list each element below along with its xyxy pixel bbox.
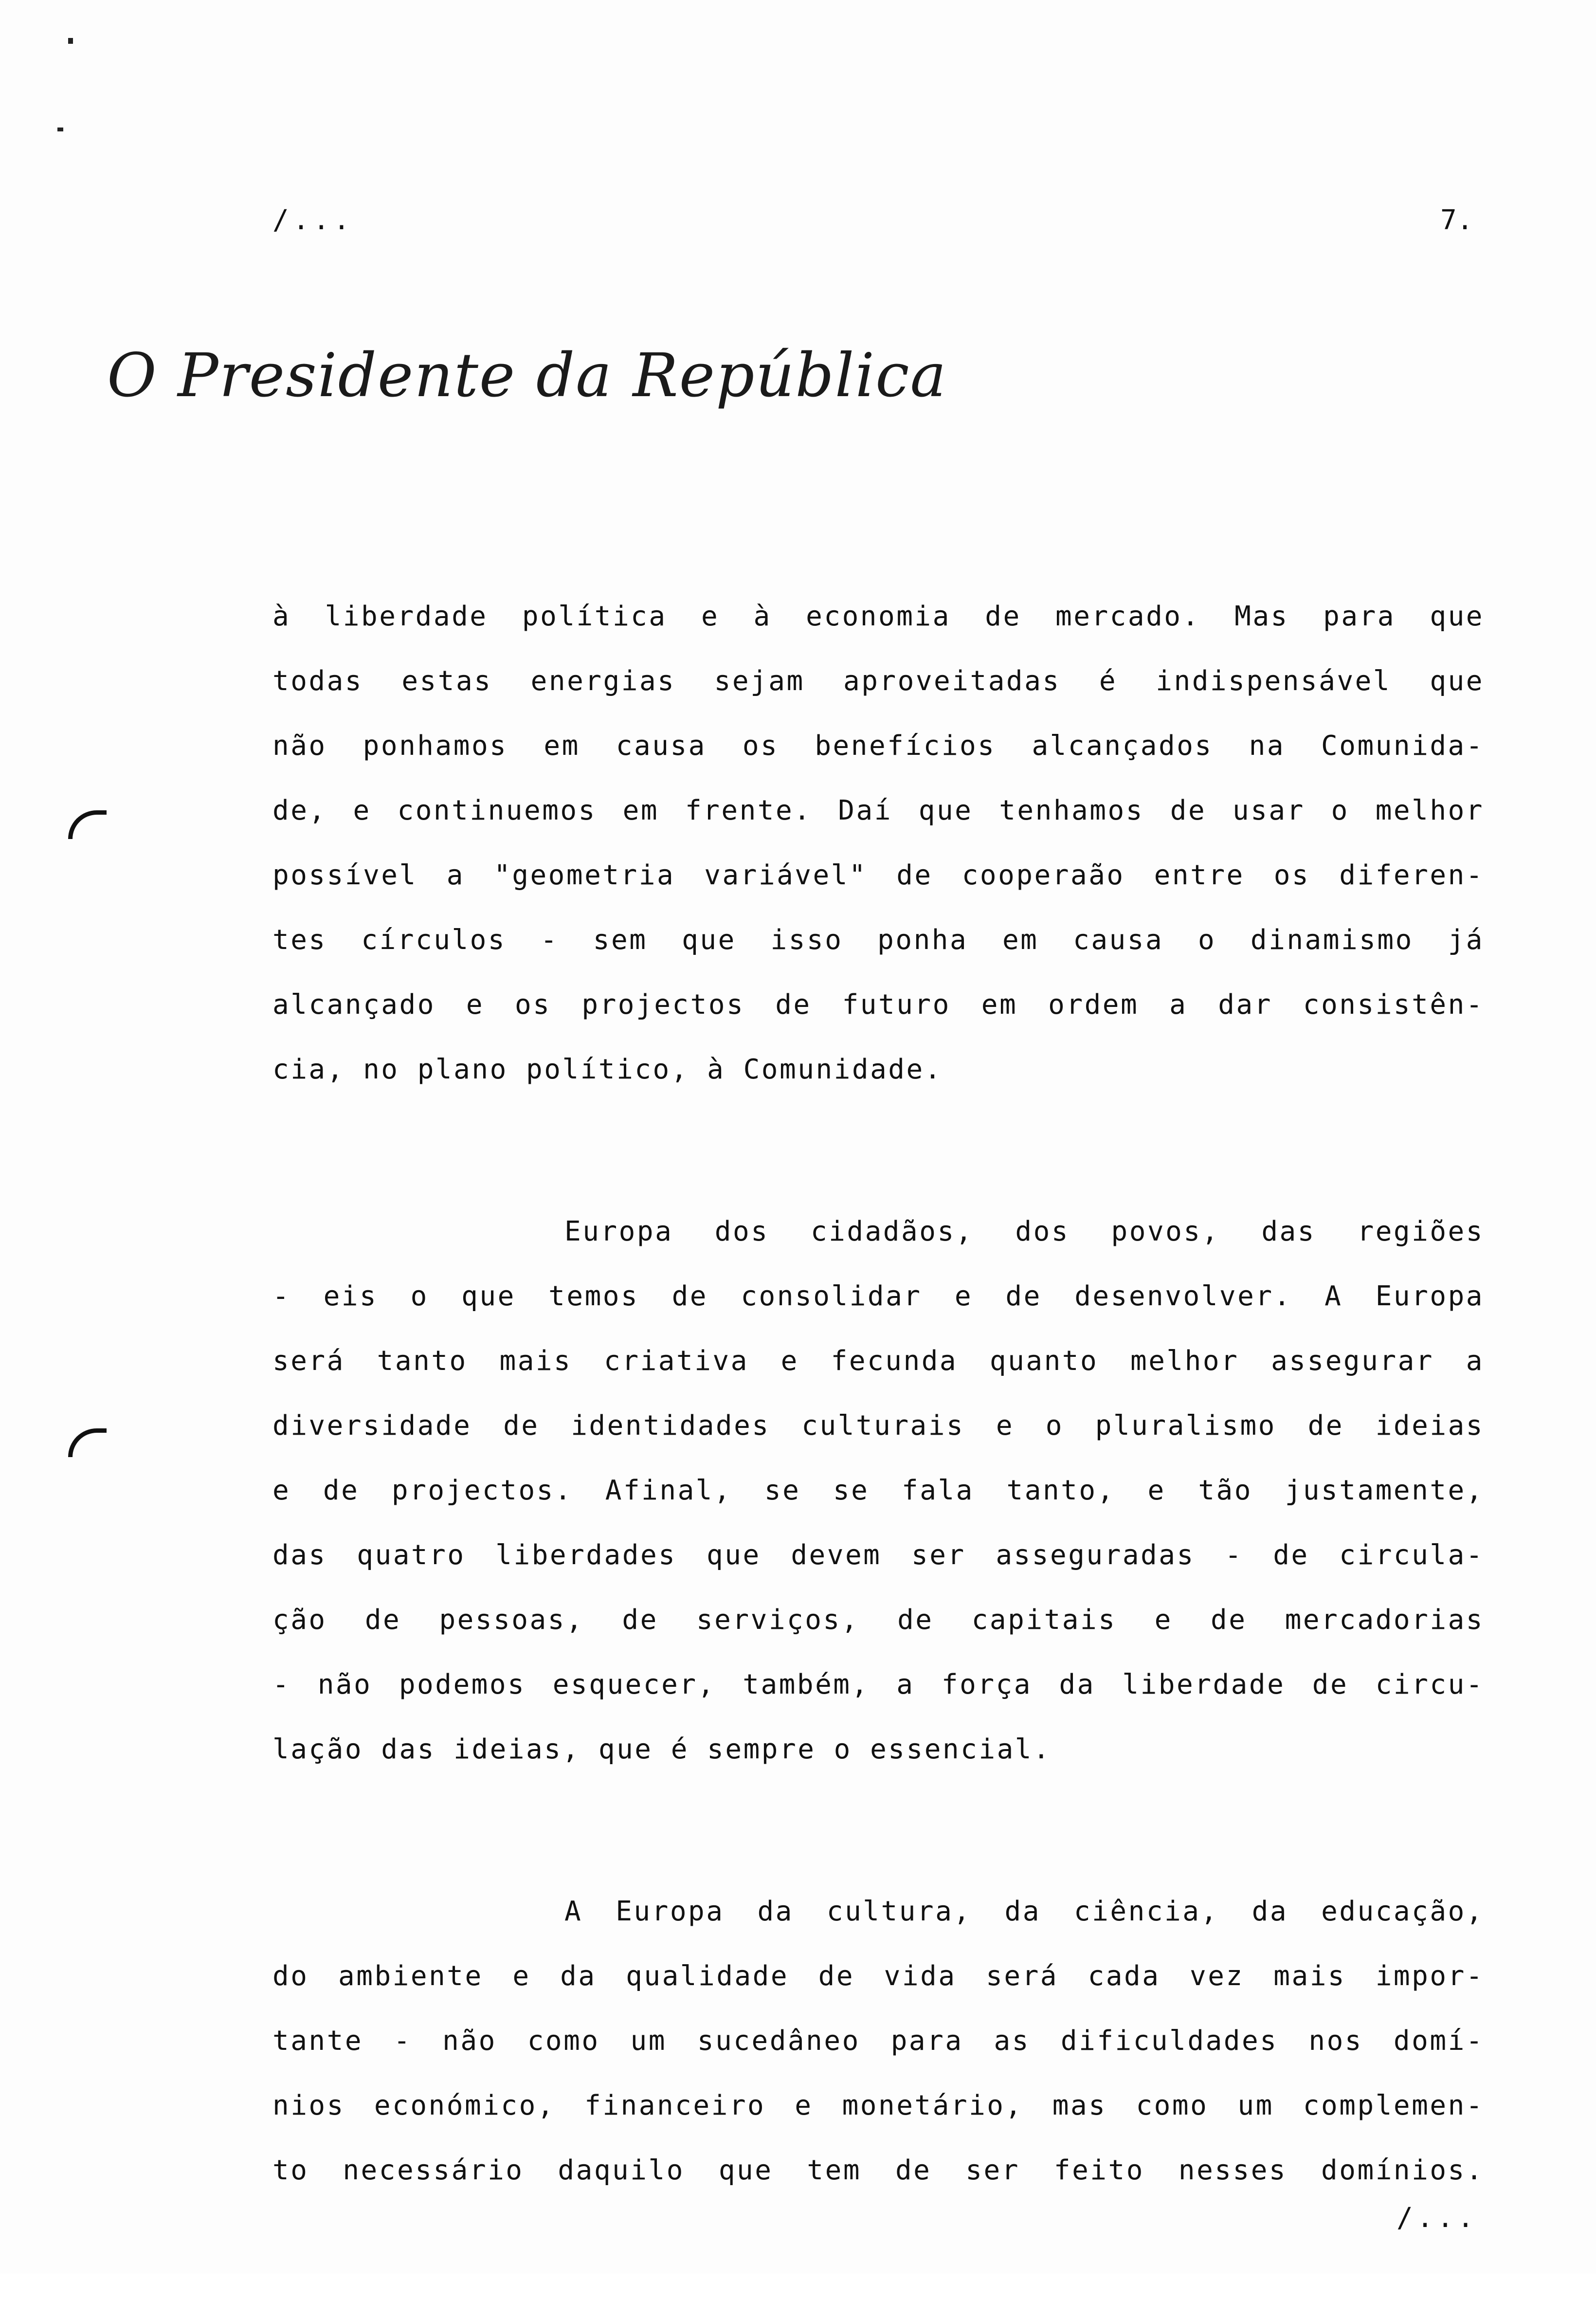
text-line: Europa dos cidadãos, dos povos, das regiões	[564, 1216, 1484, 1247]
footer-continuation: /...	[1396, 2202, 1478, 2234]
text-line: A Europa da cultura, da ciência, da educação,	[564, 1896, 1484, 1927]
text-line: à liberdade política e à economia de mercado. Mas para que	[272, 601, 1484, 632]
punch-hole-mark	[68, 1428, 107, 1457]
text-line: - eis o que temos de consolidar e de desenvolver. A Europa	[272, 1280, 1484, 1312]
page-number: 7.	[1440, 204, 1473, 236]
text-line: possível a "geometria variável" de cooperaão entre os diferen-	[272, 859, 1484, 891]
text-line: to necessário daquilo que tem de ser feito nesses domínios.	[272, 2154, 1484, 2186]
text-line: das quatro liberdades que devem ser asseguradas - de circula-	[272, 1539, 1484, 1571]
text-line: será tanto mais criativa e fecunda quanto melhor assegurar a	[272, 1345, 1484, 1377]
text-line: e de projectos. Afinal, se se fala tanto, e tão justamente,	[272, 1475, 1484, 1506]
text-line: todas estas energias sejam aproveitadas é indispensável que	[272, 665, 1484, 697]
text-line: tes círculos - sem que isso ponha em causa o dinamismo já	[272, 924, 1484, 956]
document-body	[272, 584, 1484, 2300]
text-line: cia, no plano político, à Comunidade.	[272, 1054, 943, 1085]
scan-speck	[68, 38, 73, 44]
text-line: lação das ideias, que é sempre o essencial.	[272, 1734, 1052, 1765]
text-line: diversidade de identidades culturais e o pluralismo de ideias	[272, 1410, 1484, 1442]
text-line: nios económico, financeiro e monetário, mas como um complemen-	[272, 2090, 1484, 2121]
paragraph-2	[272, 1199, 1484, 1782]
text-line: não ponhamos em causa os benefícios alcançados na Comunida-	[272, 730, 1484, 762]
letterhead: O Presidente da República	[107, 341, 947, 411]
punch-hole-mark	[68, 810, 107, 839]
text-line: do ambiente e da qualidade de vida será cada vez mais impor-	[272, 1960, 1484, 1992]
text-line: - não podemos esquecer, também, a força da liberdade de circu-	[272, 1669, 1484, 1700]
text-line: de, e continuemos em frente. Daí que tenhamos de usar o melhor	[272, 795, 1484, 826]
text-line: ção de pessoas, de serviços, de capitais e de mercadorias	[272, 1604, 1484, 1636]
text-line: tante - não como um sucedâneo para as dificuldades nos domí-	[272, 2025, 1484, 2057]
header-continuation: /...	[272, 204, 354, 236]
scan-speck	[57, 128, 63, 131]
paragraph-1	[272, 584, 1484, 1102]
paragraph-3	[272, 1879, 1484, 2203]
text-line: alcançado e os projectos de futuro em ordem a dar consistên-	[272, 989, 1484, 1021]
